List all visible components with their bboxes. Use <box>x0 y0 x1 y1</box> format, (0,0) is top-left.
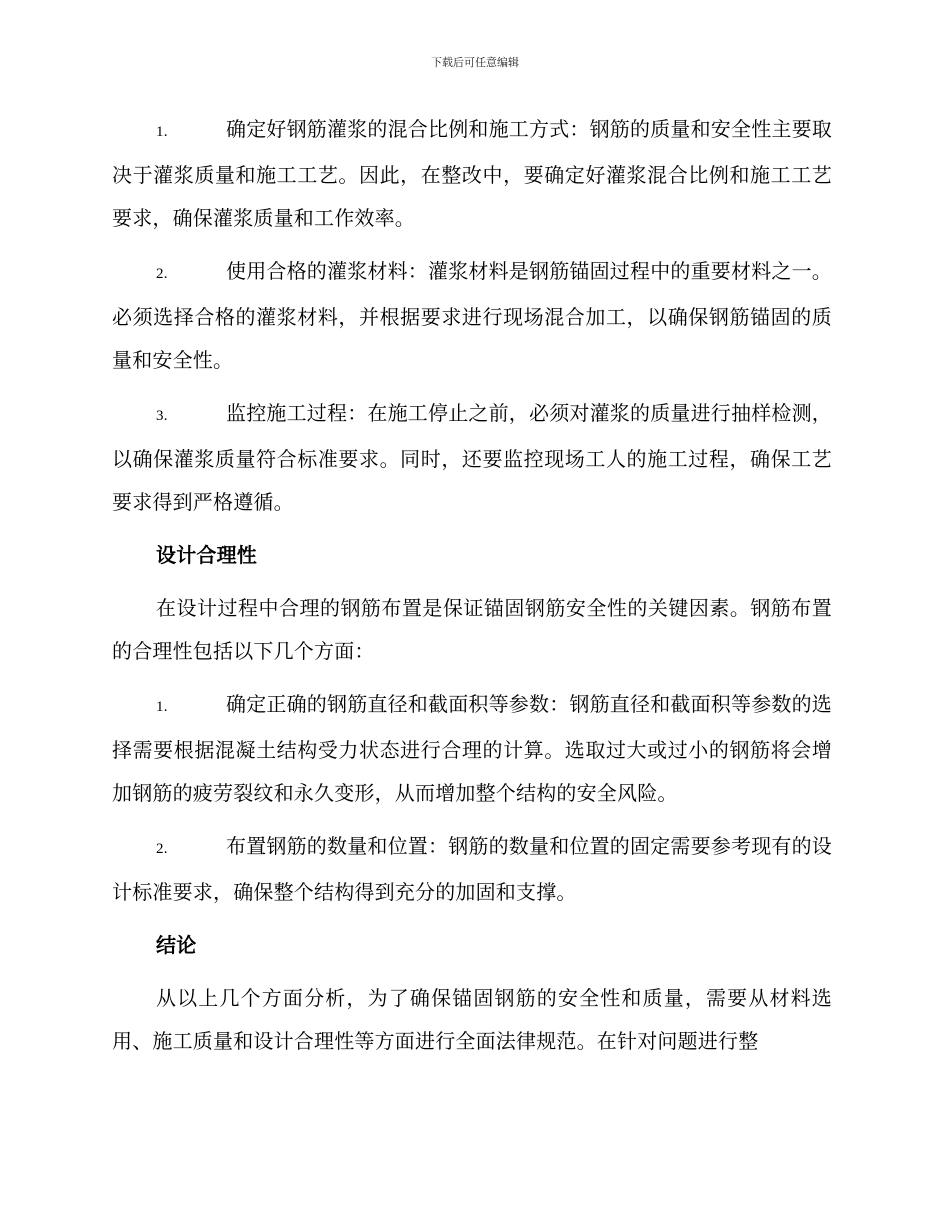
section-heading-conclusion: 结论 <box>156 933 197 957</box>
list-item-text: 布置钢筋的数量和位置：钢筋的数量和位置的固定需要参考现有的设计标准要求，确保整个结构得到充分的加固和支撑。 <box>112 834 832 904</box>
page-header: 下载后可任意编辑 <box>431 56 519 69</box>
list-item <box>112 108 832 240</box>
list-number: 1. <box>156 124 168 140</box>
list-number: 2. <box>156 266 168 282</box>
list-number: 1. <box>156 699 168 715</box>
list-item <box>112 683 832 815</box>
list-item-text: 确定好钢筋灌浆的混合比例和施工方式：钢筋的质量和安全性主要取决于灌浆质量和施工工艺。因此，在整改中，要确定好灌浆混合比例和施工工艺要求，确保灌浆质量和工作效率。 <box>112 117 832 230</box>
list-item-text: 监控施工过程：在施工停止之前，必须对灌浆的质量进行抽样检测，以确保灌浆质量符合标准要求。同时，还要监控现场工人的施工过程，确保工艺要求得到严格遵循。 <box>112 401 832 514</box>
list-item-text: 确定正确的钢筋直径和截面积等参数：钢筋直径和截面积等参数的选择需要根据混凝土结构受力状态进行合理的计算。选取过大或过小的钢筋将会增加钢筋的疲劳裂纹和永久变形，从而增加整个结构的安全风险。 <box>112 692 832 805</box>
list-item-text: 使用合格的灌浆材料：灌浆材料是钢筋锚固过程中的重要材料之一。必须选择合格的灌浆材料，并根据要求进行现场混合加工，以确保钢筋锚固的质量和安全性。 <box>112 259 832 372</box>
document-body <box>112 108 832 1073</box>
list-item <box>112 250 832 382</box>
section-intro: 在设计过程中合理的钢筋布置是保证锚固钢筋安全性的关键因素。钢筋布置的合理性包括以下几个方面： <box>112 596 832 663</box>
list-number: 2. <box>156 841 168 857</box>
list-item <box>112 392 832 524</box>
section-heading-design: 设计合理性 <box>156 543 257 567</box>
list-number: 3. <box>156 408 168 424</box>
conclusion-paragraph: 从以上几个方面分析，为了确保锚固钢筋的安全性和质量，需要从材料选用、施工质量和设计合理性等方面进行全面法律规范。在针对问题进行整 <box>112 986 832 1053</box>
list-item <box>112 825 832 914</box>
